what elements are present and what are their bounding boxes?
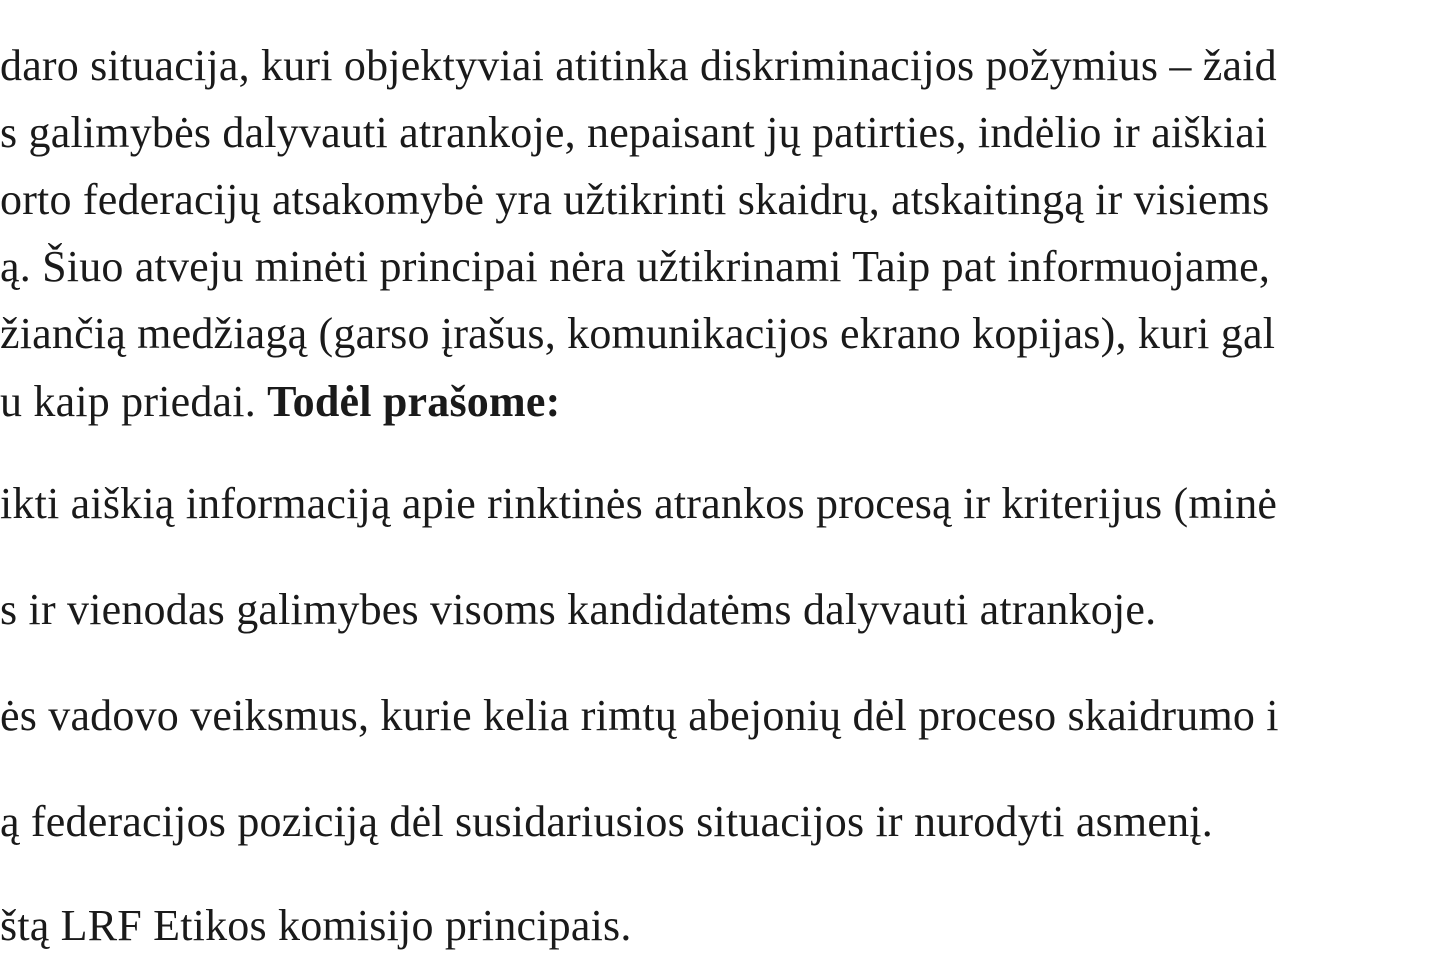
- paragraph-line: orto federacijų atsakomybė yra užtikrinti skaidrų, atskaitingą ir visiems: [0, 175, 1270, 224]
- request-item: ikti aiškią informaciją apie rinktinės atrankos procesą ir kriterijus (minė: [0, 479, 1278, 528]
- request-item: ą federacijos poziciją dėl susidariusios situacijos ir nurodyti asmenį.: [0, 797, 1213, 846]
- request-heading: Todėl prašome:: [267, 377, 561, 426]
- request-item: ės vadovo veiksmus, kurie kelia rimtų abejonių dėl proceso skaidrumo i: [0, 691, 1279, 740]
- request-item: štą LRF Etikos komisijo principais.: [0, 901, 632, 950]
- paragraph-last-line: [0, 377, 561, 426]
- paragraph-line: daro situacija, kuri objektyviai atitinka diskriminacijos požymius – žaid: [0, 41, 1277, 90]
- paragraph-line: ą. Šiuo atveju minėti principai nėra užtikrinami Taip pat informuojame,: [0, 242, 1271, 291]
- paragraph-line: žiančią medžiagą (garso įrašus, komunikacijos ekrano kopijas), kuri gal: [0, 309, 1276, 358]
- paragraph-line-text: u kaip priedai.: [0, 377, 268, 426]
- request-item: s ir vienodas galimybes visoms kandidatėms dalyvauti atrankoje.: [0, 585, 1157, 634]
- paragraph-line: s galimybės dalyvauti atrankoje, nepaisant jų patirties, indėlio ir aiškiai: [0, 108, 1268, 157]
